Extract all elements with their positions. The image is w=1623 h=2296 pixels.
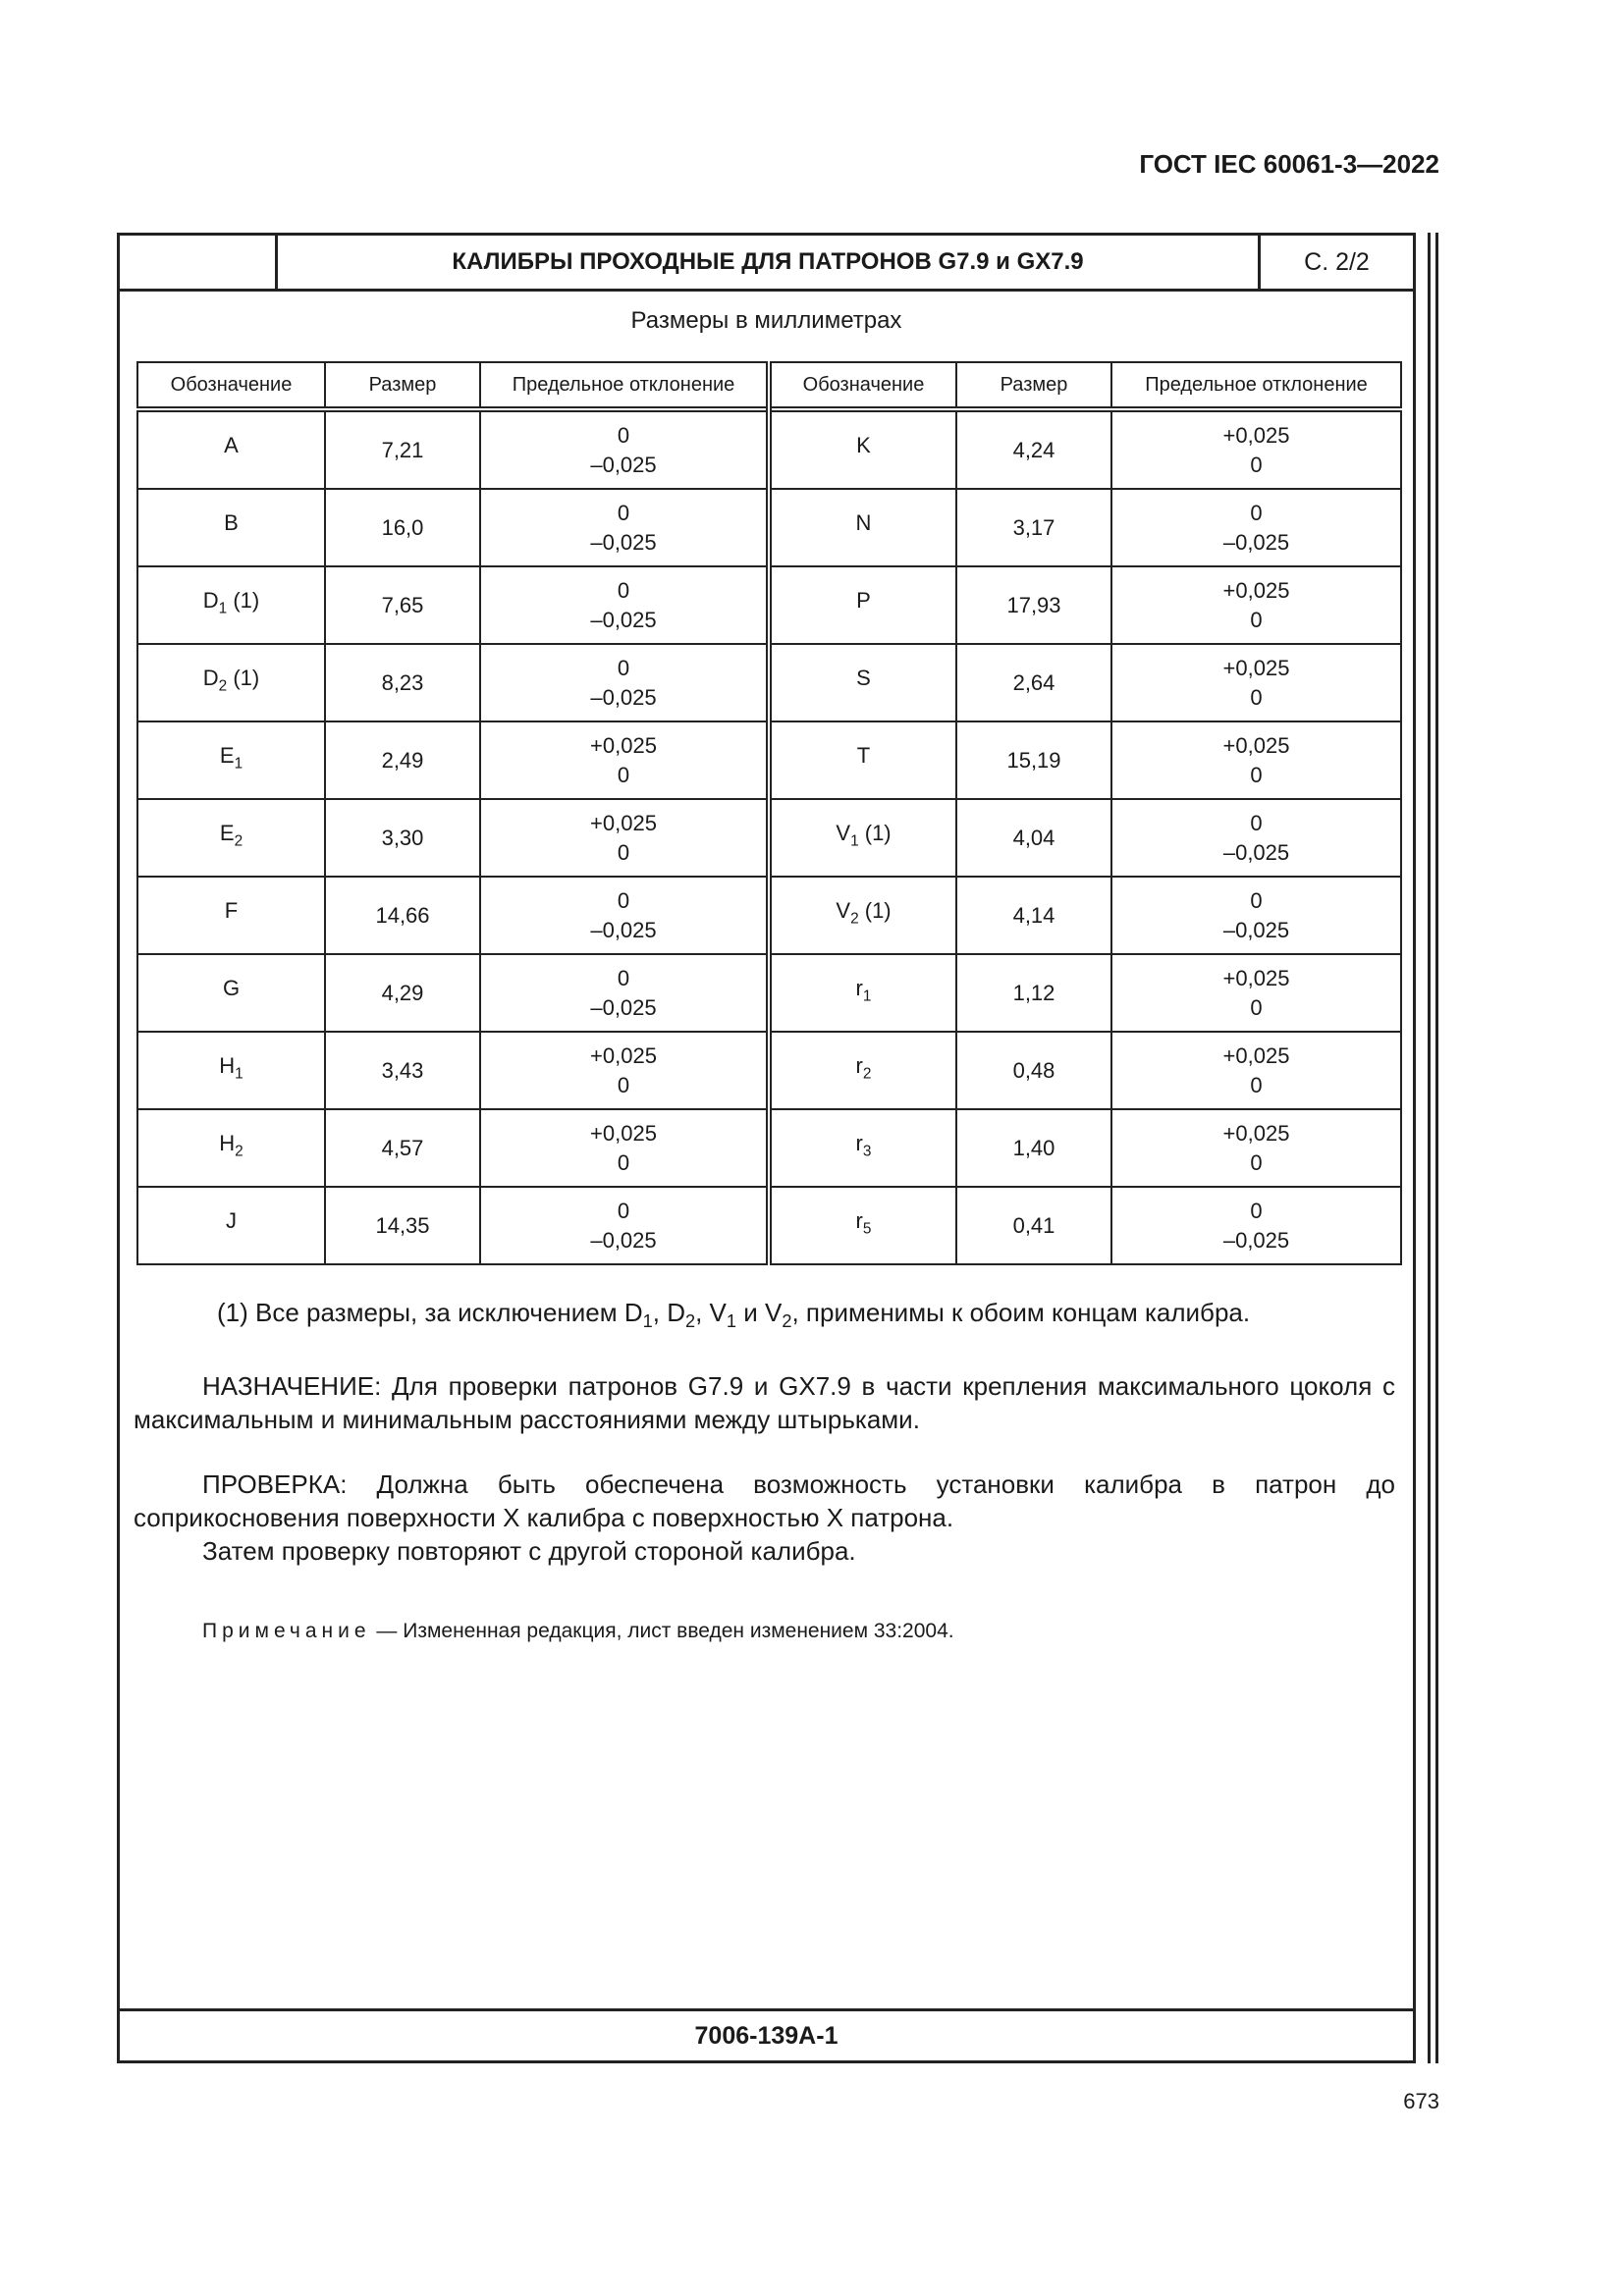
upper-deviation: +0,025 bbox=[1222, 655, 1290, 680]
column-header: Размер bbox=[325, 362, 480, 409]
designation-cell bbox=[137, 409, 325, 489]
drawing-number: 7006-139А-1 bbox=[120, 2008, 1413, 2060]
footnote-subscript: 1 bbox=[642, 1311, 653, 1332]
designation-index: 2 bbox=[850, 910, 859, 928]
upper-deviation: +0,025 bbox=[1222, 1042, 1290, 1068]
footnote-text: и V bbox=[736, 1298, 783, 1327]
deviation-cell bbox=[1111, 644, 1401, 721]
table-header-row bbox=[137, 362, 1401, 409]
size-cell: 15,19 bbox=[956, 721, 1111, 799]
upper-deviation: +0,025 bbox=[1222, 1120, 1290, 1146]
footnote-text: , применимы к обоим концам калибра. bbox=[791, 1298, 1251, 1327]
deviation-cell bbox=[480, 409, 769, 489]
size-cell: 7,65 bbox=[325, 566, 480, 644]
drawing-frame bbox=[117, 233, 1416, 2063]
table-row bbox=[137, 409, 1401, 489]
lower-deviation: 0 bbox=[1250, 994, 1263, 1020]
designation-letter: P bbox=[856, 588, 871, 614]
size-cell: 2,64 bbox=[956, 644, 1111, 721]
designation-cell bbox=[769, 566, 956, 644]
upper-deviation: 0 bbox=[617, 1198, 630, 1223]
designation-letter: V bbox=[836, 821, 851, 846]
table-row bbox=[137, 1032, 1401, 1109]
designation-cell bbox=[137, 644, 325, 721]
designation-index: 1 bbox=[218, 600, 228, 617]
lower-deviation: –0,025 bbox=[590, 529, 657, 555]
upper-deviation: 0 bbox=[1250, 1198, 1263, 1223]
designation-letter: J bbox=[226, 1208, 237, 1234]
lower-deviation: –0,025 bbox=[590, 917, 657, 942]
designation-letter: N bbox=[855, 510, 872, 536]
designation-letter: D bbox=[202, 666, 219, 691]
lower-deviation: –0,025 bbox=[590, 607, 657, 632]
designation-letter: E bbox=[219, 743, 235, 769]
designation-cell bbox=[137, 877, 325, 954]
footnote-subscript: 2 bbox=[782, 1311, 792, 1332]
lower-deviation: 0 bbox=[617, 1149, 630, 1175]
standard-code: ГОСТ IEC 60061-3—2022 bbox=[1139, 149, 1439, 179]
size-cell: 0,48 bbox=[956, 1032, 1111, 1109]
units-caption: Размеры в миллиметрах bbox=[630, 307, 902, 334]
designation-cell bbox=[137, 1109, 325, 1187]
title-block bbox=[120, 236, 1413, 292]
deviation-cell bbox=[1111, 409, 1401, 489]
purpose-paragraph: НАЗНАЧЕНИЕ: Для проверки патронов G7.9 и GX7.9 в части крепления максимального цоколя с максимальным и минимальным расстояниями между штырьками. bbox=[134, 1371, 1395, 1434]
deviation-cell bbox=[1111, 566, 1401, 644]
lower-deviation: 0 bbox=[1250, 452, 1263, 477]
upper-deviation: +0,025 bbox=[1222, 577, 1290, 603]
lower-deviation: 0 bbox=[617, 1072, 630, 1097]
upper-deviation: 0 bbox=[617, 655, 630, 680]
lower-deviation: –0,025 bbox=[590, 684, 657, 710]
table-row bbox=[137, 877, 1401, 954]
deviation-cell bbox=[480, 566, 769, 644]
deviation-cell bbox=[1111, 799, 1401, 877]
designation-index: 2 bbox=[862, 1065, 872, 1083]
size-cell: 4,14 bbox=[956, 877, 1111, 954]
upper-deviation: 0 bbox=[1250, 500, 1263, 525]
designation-cell bbox=[769, 721, 956, 799]
size-cell: 4,04 bbox=[956, 799, 1111, 877]
deviation-cell bbox=[480, 1032, 769, 1109]
size-cell: 3,17 bbox=[956, 489, 1111, 566]
deviation-cell bbox=[1111, 1109, 1401, 1187]
upper-deviation: +0,025 bbox=[590, 732, 657, 758]
deviation-cell bbox=[1111, 1187, 1401, 1264]
designation-note: (1) bbox=[858, 821, 892, 846]
lower-deviation: –0,025 bbox=[1222, 1227, 1290, 1253]
size-cell: 3,30 bbox=[325, 799, 480, 877]
deviation-cell bbox=[1111, 721, 1401, 799]
margin-rule bbox=[1428, 233, 1431, 2063]
lower-deviation: 0 bbox=[1250, 1149, 1263, 1175]
size-cell: 3,43 bbox=[325, 1032, 480, 1109]
footnote bbox=[134, 1296, 1395, 1338]
size-cell: 1,40 bbox=[956, 1109, 1111, 1187]
designation-letter: r bbox=[855, 976, 863, 1001]
designation-cell bbox=[137, 721, 325, 799]
title-block-blank-cell bbox=[120, 236, 278, 289]
column-header: Предельное отклонение bbox=[480, 362, 769, 409]
column-header: Обозначение bbox=[137, 362, 325, 409]
designation-index: 2 bbox=[218, 677, 228, 695]
designation-letter: G bbox=[222, 976, 241, 1001]
lower-deviation: 0 bbox=[1250, 607, 1263, 632]
size-cell: 14,35 bbox=[325, 1187, 480, 1264]
footnote-subscript: 1 bbox=[726, 1311, 737, 1332]
table-row bbox=[137, 1109, 1401, 1187]
lower-deviation: 0 bbox=[617, 762, 630, 787]
designation-index: 2 bbox=[235, 1143, 243, 1160]
designation-note: (1) bbox=[227, 588, 260, 614]
deviation-cell bbox=[1111, 489, 1401, 566]
size-cell: 0,41 bbox=[956, 1187, 1111, 1264]
size-cell: 4,57 bbox=[325, 1109, 480, 1187]
deviation-cell bbox=[480, 721, 769, 799]
check-paragraph: ПРОВЕРКА: Должна быть обеспечена возможность установки калибра в патрон до соприкосновения поверхности X калибра с поверхностью X патрона. bbox=[134, 1469, 1395, 1532]
column-header: Предельное отклонение bbox=[1111, 362, 1401, 409]
upper-deviation: +0,025 bbox=[1222, 422, 1290, 448]
size-cell: 16,0 bbox=[325, 489, 480, 566]
designation-cell bbox=[769, 489, 956, 566]
designation-letter: V bbox=[836, 898, 851, 924]
lower-deviation: –0,025 bbox=[1222, 529, 1290, 555]
size-cell: 8,23 bbox=[325, 644, 480, 721]
lower-deviation: –0,025 bbox=[590, 452, 657, 477]
footnote-text: , D bbox=[652, 1298, 685, 1327]
designation-cell bbox=[769, 799, 956, 877]
deviation-cell bbox=[480, 1187, 769, 1264]
deviation-cell bbox=[1111, 877, 1401, 954]
size-cell: 14,66 bbox=[325, 877, 480, 954]
column-header: Размер bbox=[956, 362, 1111, 409]
designation-cell bbox=[769, 409, 956, 489]
designation-index: 1 bbox=[234, 755, 243, 773]
designation-cell bbox=[137, 799, 325, 877]
repeat-paragraph: Затем проверку повторяют с другой стороной калибра. bbox=[202, 1536, 856, 1566]
designation-letter: r bbox=[855, 1208, 863, 1234]
size-cell: 17,93 bbox=[956, 566, 1111, 644]
upper-deviation: +0,025 bbox=[1222, 732, 1290, 758]
table-row bbox=[137, 1187, 1401, 1264]
lower-deviation: 0 bbox=[617, 839, 630, 865]
footnote-text: , V bbox=[695, 1298, 727, 1327]
upper-deviation: 0 bbox=[617, 500, 630, 525]
upper-deviation: 0 bbox=[1250, 810, 1263, 835]
table-body bbox=[137, 409, 1401, 1264]
deviation-cell bbox=[1111, 954, 1401, 1032]
upper-deviation: +0,025 bbox=[590, 810, 657, 835]
lower-deviation: 0 bbox=[1250, 1072, 1263, 1097]
upper-deviation: 0 bbox=[617, 577, 630, 603]
designation-cell bbox=[769, 877, 956, 954]
designation-cell bbox=[769, 1187, 956, 1264]
designation-letter: r bbox=[855, 1131, 863, 1156]
designation-index: 3 bbox=[862, 1143, 872, 1160]
upper-deviation: 0 bbox=[617, 887, 630, 913]
sheet-page: С. 2/2 bbox=[1304, 247, 1370, 276]
sheet-title: КАЛИБРЫ ПРОХОДНЫЕ ДЛЯ ПАТРОНОВ G7.9 и GX7.9 bbox=[278, 236, 1261, 289]
deviation-cell bbox=[480, 644, 769, 721]
table-row bbox=[137, 799, 1401, 877]
size-cell: 4,24 bbox=[956, 409, 1111, 489]
designation-cell bbox=[137, 954, 325, 1032]
table-row bbox=[137, 721, 1401, 799]
lower-deviation: 0 bbox=[1250, 762, 1263, 787]
lower-deviation: 0 bbox=[1250, 684, 1263, 710]
designation-index: 1 bbox=[850, 832, 859, 850]
designation-cell bbox=[769, 1109, 956, 1187]
table-row bbox=[137, 566, 1401, 644]
dimensions-table bbox=[136, 361, 1402, 1265]
note-paragraph bbox=[134, 1615, 1395, 1648]
upper-deviation: 0 bbox=[617, 965, 630, 990]
footnote-text: (1) Все размеры, за исключением D bbox=[217, 1298, 643, 1327]
note-label: Примечание bbox=[202, 1620, 371, 1642]
designation-letter: B bbox=[224, 510, 239, 536]
upper-deviation: 0 bbox=[1250, 887, 1263, 913]
designation-letter: S bbox=[856, 666, 871, 691]
designation-cell bbox=[137, 1187, 325, 1264]
deviation-cell bbox=[480, 489, 769, 566]
upper-deviation: +0,025 bbox=[1222, 965, 1290, 990]
designation-letter: T bbox=[856, 743, 871, 769]
designation-letter: K bbox=[856, 433, 871, 458]
deviation-cell bbox=[480, 799, 769, 877]
designation-cell bbox=[137, 566, 325, 644]
designation-index: 1 bbox=[862, 988, 872, 1005]
lower-deviation: –0,025 bbox=[1222, 917, 1290, 942]
lower-deviation: –0,025 bbox=[590, 1227, 657, 1253]
size-cell: 4,29 bbox=[325, 954, 480, 1032]
designation-letter: E bbox=[219, 821, 235, 846]
size-cell: 1,12 bbox=[956, 954, 1111, 1032]
designation-cell bbox=[137, 1032, 325, 1109]
designation-index: 5 bbox=[862, 1220, 872, 1238]
designation-letter: H bbox=[219, 1131, 236, 1156]
column-header: Обозначение bbox=[769, 362, 956, 409]
deviation-cell bbox=[480, 954, 769, 1032]
size-cell: 2,49 bbox=[325, 721, 480, 799]
upper-deviation: +0,025 bbox=[590, 1042, 657, 1068]
designation-letter: D bbox=[202, 588, 219, 614]
designation-note: (1) bbox=[858, 898, 892, 924]
designation-cell bbox=[769, 954, 956, 1032]
designation-index: 1 bbox=[235, 1065, 243, 1083]
lower-deviation: –0,025 bbox=[590, 994, 657, 1020]
deviation-cell bbox=[480, 1109, 769, 1187]
designation-cell bbox=[137, 489, 325, 566]
deviation-cell bbox=[480, 877, 769, 954]
designation-letter: H bbox=[219, 1053, 236, 1079]
designation-letter: F bbox=[224, 898, 239, 924]
designation-cell bbox=[769, 644, 956, 721]
note-text: — Измененная редакция, лист введен изменением 33:2004. bbox=[370, 1620, 954, 1642]
designation-cell bbox=[769, 1032, 956, 1109]
footnote-subscript: 2 bbox=[684, 1311, 696, 1332]
table-row bbox=[137, 954, 1401, 1032]
upper-deviation: +0,025 bbox=[590, 1120, 657, 1146]
table-row bbox=[137, 644, 1401, 721]
deviation-cell bbox=[1111, 1032, 1401, 1109]
size-cell: 7,21 bbox=[325, 409, 480, 489]
designation-note: (1) bbox=[227, 666, 260, 691]
margin-rule bbox=[1435, 233, 1438, 2063]
designation-letter: r bbox=[855, 1053, 863, 1079]
designation-letter: A bbox=[224, 433, 239, 458]
lower-deviation: –0,025 bbox=[1222, 839, 1290, 865]
designation-index: 2 bbox=[234, 832, 243, 850]
upper-deviation: 0 bbox=[617, 422, 630, 448]
table-row bbox=[137, 489, 1401, 566]
page-number: 673 bbox=[1403, 2089, 1439, 2113]
